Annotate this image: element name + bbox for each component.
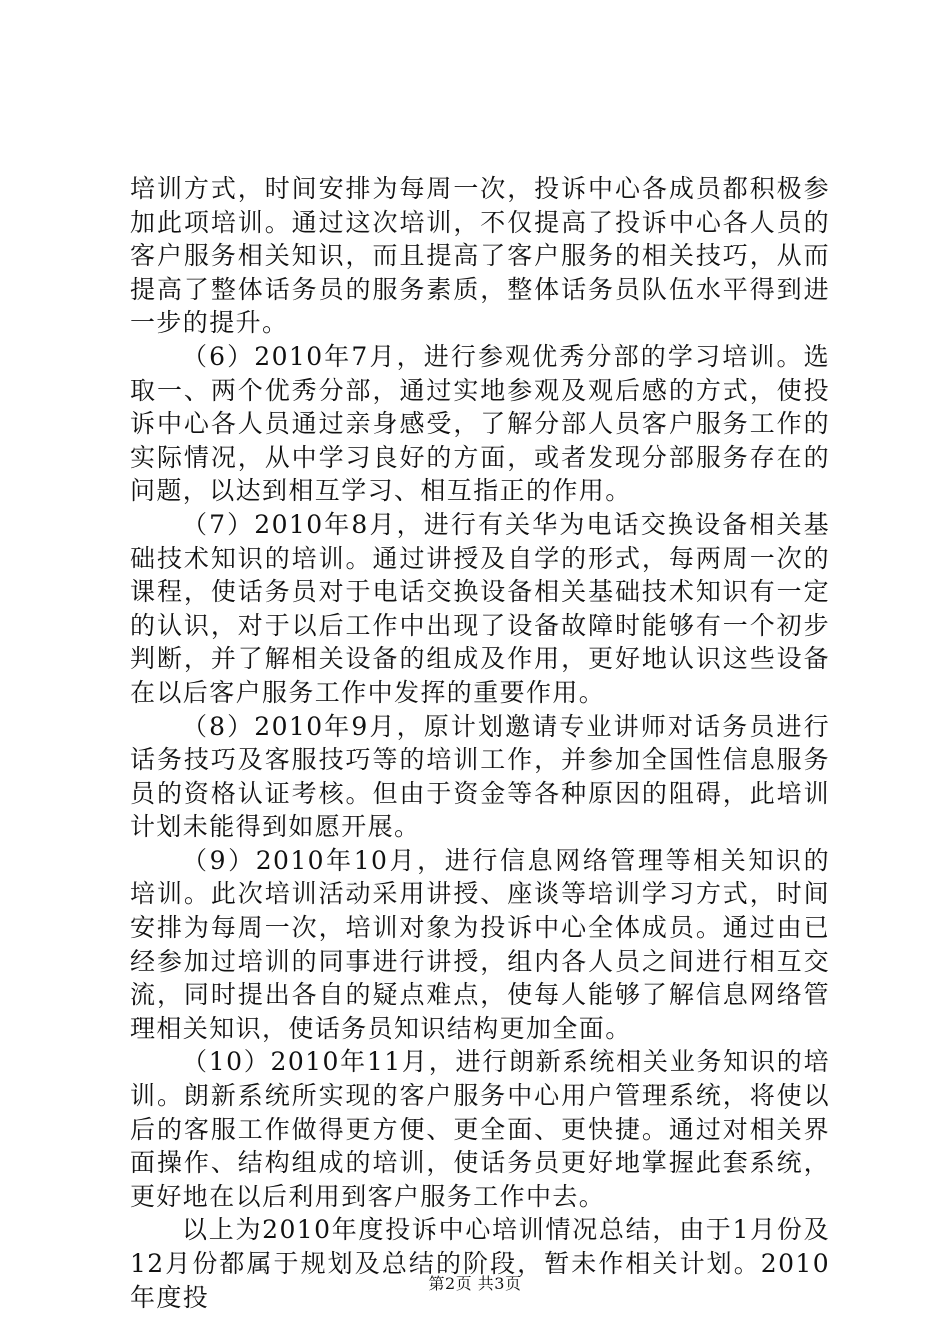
paragraph-item-7: （7）2010年8月，进行有关华为电话交换设备相关基础技术知识的培训。通过讲授及自学的形式，每两周一次的课程，使话务员对于电话交换设备相关基础技术知识有一定的认识，对于以后工作中出现了设备故障时能够有一个初步判断，并了解相关设备的组成及作用，更好地认识这些设备在以后客户服务工作中发挥的重要作用。 — [130, 509, 830, 707]
paragraph-item-8: （8）2010年9月，原计划邀请专业讲师对话务员进行话务技巧及客服技巧等的培训工作，并参加全国性信息服务员的资格认证考核。但由于资金等各种原因的阻碍，此培训计划未能得到如愿开展。 — [130, 711, 830, 842]
document-body — [130, 172, 830, 1314]
paragraph-item-10: （10）2010年11月，进行朗新系统相关业务知识的培训。朗新系统所实现的客户服务中心用户管理系统，将使以后的客服工作做得更方便、更全面、更快捷。通过对相关界面操作、结构组成的培训，使话务员更好地掌握此套系统，更好地在以后利用到客户服务工作中去。 — [130, 1047, 830, 1211]
paragraph-item-9: （9）2010年10月，进行信息网络管理等相关知识的培训。此次培训活动采用讲授、座谈等培训学习方式，时间安排为每周一次，培训对象为投诉中心全体成员。通过由已经参加过培训的同事进行讲授，组内各人员之间进行相互交流，同时提出各自的疑点难点，使每人能够了解信息网络管理相关知识，使话务员知识结构更加全面。 — [130, 845, 830, 1043]
paragraph-continued: 培训方式，时间安排为每周一次，投诉中心各成员都积极参加此项培训。通过这次培训，不仅提高了投诉中心各人员的客户服务相关知识，而且提高了客户服务的相关技巧，从而提高了整体话务员的服务素质，整体话务员队伍水平得到进一步的提升。 — [130, 174, 830, 338]
paragraph-item-6: （6）2010年7月，进行参观优秀分部的学习培训。选取一、两个优秀分部，通过实地参观及观后感的方式，使投诉中心各人员通过亲身感受，了解分部人员客户服务工作的实际情况，从中学习良好的方面，或者发现分部服务存在的问题，以达到相互学习、相互指正的作用。 — [130, 341, 830, 506]
page-number-footer: 第2页 共3页 — [428, 1274, 522, 1293]
paragraph-summary: 以上为2010年度投诉中心培训情况总结，由于1月份及12月份都属于规划及总结的阶段，暂未作相关计划。2010年度投 — [130, 1215, 830, 1312]
